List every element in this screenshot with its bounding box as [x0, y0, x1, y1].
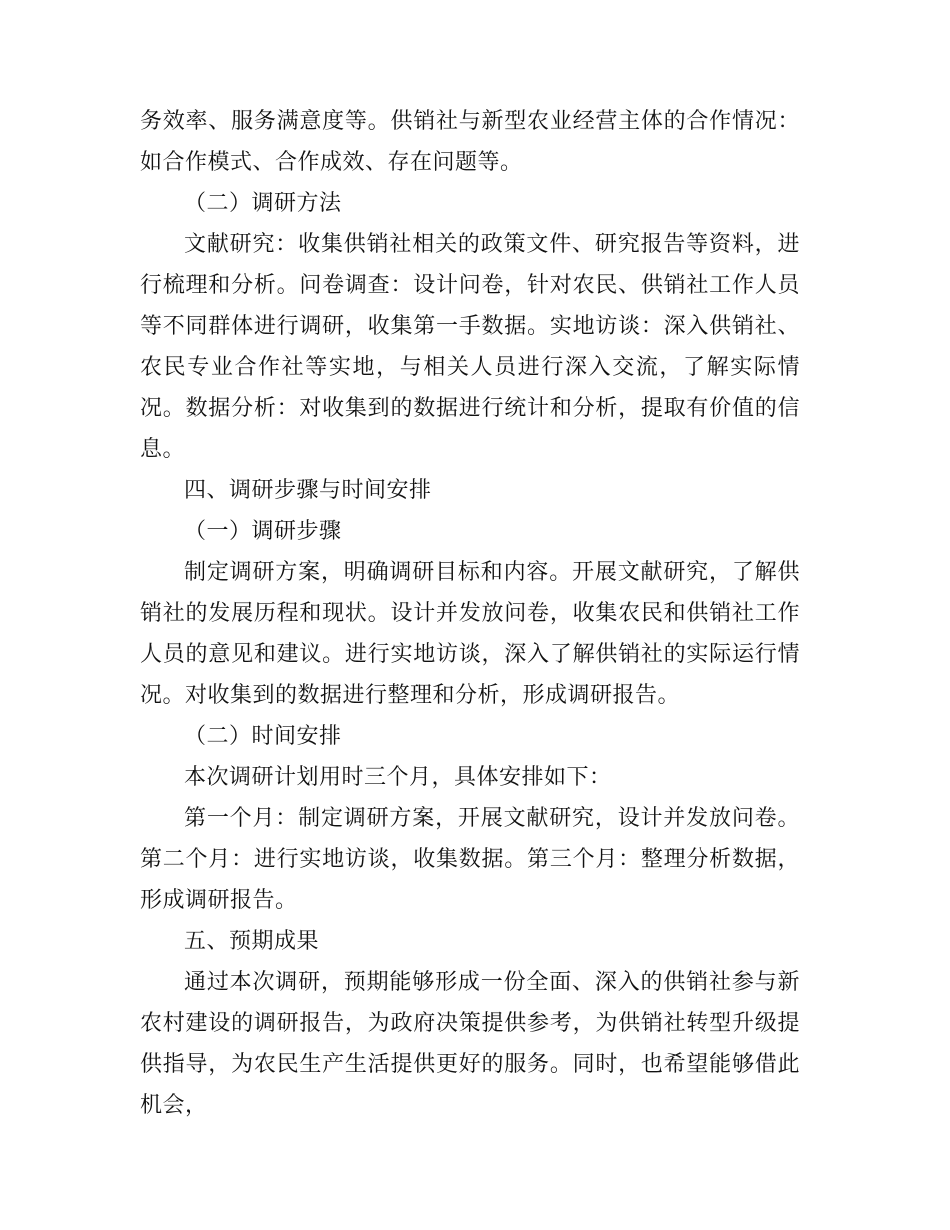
section-subheading-research-steps: （一）调研步骤: [184, 519, 342, 544]
paragraph-research-methods: 文献研究：收集供销社相关的政策文件、研究报告等资料，进行梳理和分析。问卷调查：设计问卷，针对农民、供销社工作人员等不同群体进行调研，收集第一手数据。实地访谈：深入供销社、农民专业合作社等实地，与相关人员进行深入交流，了解实际情况。数据分析：对收集到的数据进行统计和分析，提取有价值的信息。: [140, 232, 800, 462]
paragraph-schedule-details: 第一个月：制定调研方案，开展文献研究，设计并发放问卷。第二个月：进行实地访谈，收集数据。第三个月：整理分析数据，形成调研报告。: [140, 806, 800, 913]
document-body: [140, 101, 800, 1126]
paragraph-schedule-intro: 本次调研计划用时三个月，具体安排如下：: [184, 765, 612, 790]
paragraph-continuation: 务效率、服务满意度等。供销社与新型农业经营主体的合作情况：如合作模式、合作成效、存在问题等。: [140, 109, 800, 175]
paragraph-expected-results: 通过本次调研，预期能够形成一份全面、深入的供销社参与新农村建设的调研报告，为政府决策提供参考，为供销社转型升级提供指导，为农民生产生活提供更好的服务。同时，也希望能够借此机会，: [140, 970, 800, 1118]
section-heading-steps-and-schedule: 四、调研步骤与时间安排: [184, 478, 432, 503]
section-subheading-schedule: （二）时间安排: [184, 724, 342, 749]
section-heading-expected-results: 五、预期成果: [184, 929, 320, 954]
paragraph-research-steps: 制定调研方案，明确调研目标和内容。开展文献研究，了解供销社的发展历程和现状。设计并发放问卷，收集农民和供销社工作人员的意见和建议。进行实地访谈，深入了解供销社的实际运行情况。对收集到的数据进行整理和分析，形成调研报告。: [140, 560, 800, 708]
section-subheading-research-methods: （二）调研方法: [184, 191, 342, 216]
